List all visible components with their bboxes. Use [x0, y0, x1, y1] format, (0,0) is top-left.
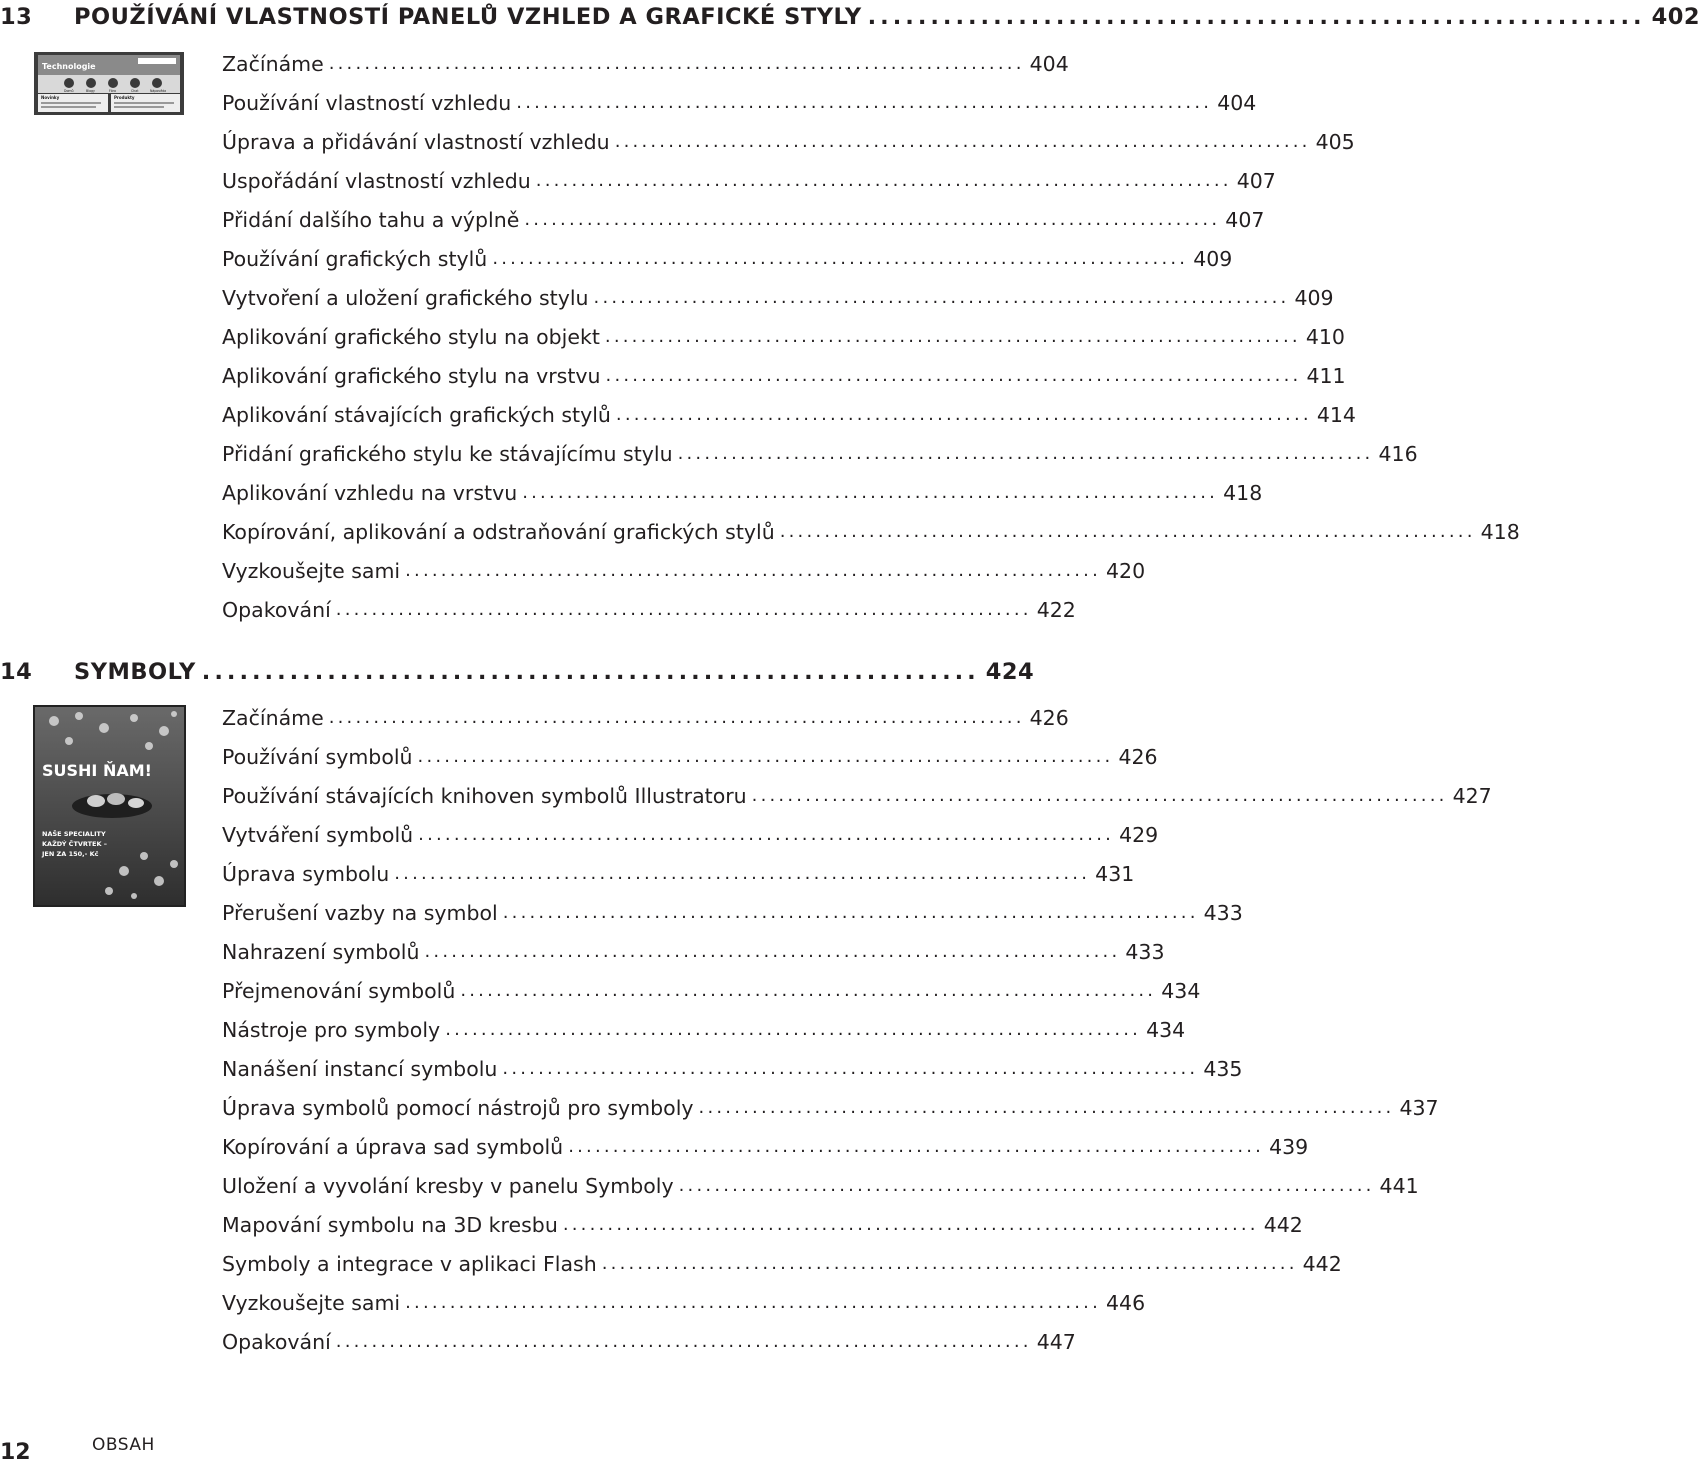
- thumbnail-nav-0: Domů: [64, 89, 74, 93]
- toc-entry[interactable]: [222, 971, 1201, 1010]
- entry-title: Úprava symbolu: [222, 861, 390, 886]
- dot-leader: ..............................................................................: [492, 248, 1189, 269]
- dot-leader: ..............................................................................: [405, 1292, 1102, 1313]
- entry-page: 404: [1029, 51, 1069, 76]
- dot-leader: ..............................................................................: [460, 980, 1157, 1001]
- entry-page: 426: [1029, 705, 1069, 730]
- toc-entry[interactable]: [222, 1283, 1146, 1322]
- entry-page: 414: [1316, 402, 1356, 427]
- footer-section-label: OBSAH: [92, 1435, 155, 1455]
- toc-entry[interactable]: [222, 356, 1346, 395]
- chapter-page: 424: [985, 659, 1035, 685]
- sushi-poster-thumbnail: [34, 706, 185, 906]
- toc-entry[interactable]: [222, 1244, 1342, 1283]
- toc-entry[interactable]: [222, 278, 1334, 317]
- thumbnail-nav-4: Nápověda: [150, 89, 167, 93]
- toc-entry[interactable]: [222, 200, 1265, 239]
- entry-title: Začínáme: [222, 705, 324, 730]
- entry-page: 411: [1306, 363, 1346, 388]
- entry-page: 434: [1161, 978, 1201, 1003]
- toc-entry[interactable]: [222, 122, 1355, 161]
- entry-title: Uspořádání vlastností vzhledu: [222, 168, 531, 193]
- dot-leader: ..............................................................: [201, 659, 980, 685]
- entry-page: 442: [1302, 1251, 1342, 1276]
- entry-title: Symboly a integrace v aplikaci Flash: [222, 1251, 597, 1276]
- thumbnail-brand: Technologie: [42, 62, 96, 71]
- dot-leader: ..............................................................................: [615, 404, 1312, 425]
- toc-entry[interactable]: [222, 161, 1276, 200]
- entry-page: 433: [1125, 939, 1165, 964]
- chapter-heading-14: [0, 655, 1035, 685]
- thumbnail-nav-2: Fóra: [109, 89, 116, 93]
- entry-page: 437: [1399, 1095, 1439, 1120]
- dot-leader: ..............................................................................: [614, 131, 1311, 152]
- poster-line-2: KAŽDÝ ČTVRTEK –: [42, 840, 108, 848]
- entry-page: 405: [1315, 129, 1355, 154]
- entry-title: Úprava a přidávání vlastností vzhledu: [222, 129, 610, 154]
- dot-leader: ..............................................................................: [568, 1136, 1265, 1157]
- dot-leader: ..............................................................: [867, 4, 1646, 30]
- web-page-mockup-icon: [34, 52, 184, 115]
- chapter-title: SYMBOLY: [74, 659, 196, 685]
- entry-title: Vytváření symbolů: [222, 822, 414, 847]
- toc-entry[interactable]: [222, 815, 1159, 854]
- entry-page: 434: [1146, 1017, 1186, 1042]
- entry-title: Přidání dalšího tahu a výplně: [222, 207, 520, 232]
- entry-title: Uložení a vyvolání kresby v panelu Symboly: [222, 1173, 674, 1198]
- chapter-page: 402: [1651, 4, 1700, 30]
- chapter-13-entries: [222, 44, 1520, 629]
- toc-entry[interactable]: [222, 932, 1165, 971]
- entry-page: 418: [1480, 519, 1520, 544]
- entry-page: 420: [1106, 558, 1146, 583]
- dot-leader: ..............................................................................: [593, 287, 1290, 308]
- toc-entry[interactable]: [222, 1166, 1419, 1205]
- toc-entry[interactable]: [222, 551, 1146, 590]
- dot-leader: ..............................................................................: [418, 824, 1115, 845]
- toc-entry[interactable]: [222, 737, 1158, 776]
- entry-title: Aplikování vzhledu na vrstvu: [222, 480, 518, 505]
- toc-entry[interactable]: [222, 512, 1520, 551]
- dot-leader: ..............................................................................: [335, 599, 1032, 620]
- dot-leader: ..............................................................................: [562, 1214, 1259, 1235]
- entry-page: 429: [1119, 822, 1159, 847]
- chapter-number: 13: [0, 4, 33, 30]
- entry-page: 416: [1378, 441, 1418, 466]
- dot-leader: ..............................................................................: [502, 902, 1199, 923]
- toc-entry[interactable]: [222, 1010, 1186, 1049]
- entry-page: 410: [1305, 324, 1345, 349]
- entry-title: Kopírování, aplikování a odstraňování grafických stylů: [222, 519, 775, 544]
- toc-entry[interactable]: [222, 893, 1243, 932]
- dot-leader: ..............................................................................: [522, 482, 1219, 503]
- toc-entry[interactable]: [222, 1205, 1303, 1244]
- entry-page: 409: [1294, 285, 1334, 310]
- thumbnail-panel-right: Produkty: [114, 95, 135, 100]
- entry-title: Používání stávajících knihoven symbolů Illustratoru: [222, 783, 747, 808]
- dot-leader: ..............................................................................: [445, 1019, 1142, 1040]
- entry-title: Aplikování stávajících grafických stylů: [222, 402, 611, 427]
- entry-page: 418: [1223, 480, 1263, 505]
- entry-title: Opakování: [222, 1329, 331, 1354]
- chapter-title: POUŽÍVÁNÍ VLASTNOSTÍ PANELŮ VZHLED A GRAFICKÉ STYLY: [74, 4, 862, 30]
- thumbnail-nav-3: Chat: [131, 89, 139, 93]
- toc-entry[interactable]: [222, 590, 1076, 629]
- dot-leader: ..............................................................................: [605, 365, 1302, 386]
- entry-title: Používání symbolů: [222, 744, 413, 769]
- toc-entry[interactable]: [222, 434, 1418, 473]
- entry-page: 441: [1379, 1173, 1419, 1198]
- entry-title: Vyzkoušejte sami: [222, 558, 401, 583]
- dot-leader: ..............................................................................: [698, 1097, 1395, 1118]
- dot-leader: ..............................................................................: [417, 746, 1114, 767]
- entry-title: Aplikování grafického stylu na objekt: [222, 324, 600, 349]
- toc-entry[interactable]: [222, 317, 1345, 356]
- entry-title: Vytvoření a uložení grafického stylu: [222, 285, 589, 310]
- entry-title: Vyzkoušejte sami: [222, 1290, 401, 1315]
- dot-leader: ..............................................................................: [678, 1175, 1375, 1196]
- thumbnail-panel-left: Novinky: [41, 95, 60, 100]
- entry-title: Kopírování a úprava sad symbolů: [222, 1134, 564, 1159]
- dot-leader: ..............................................................................: [751, 785, 1448, 806]
- entry-page: 426: [1118, 744, 1158, 769]
- entry-title: Nástroje pro symboly: [222, 1017, 441, 1042]
- dot-leader: ..............................................................................: [502, 1058, 1199, 1079]
- footer-page-number: 12: [0, 1440, 31, 1465]
- entry-title: Přejmenování symbolů: [222, 978, 456, 1003]
- entry-title: Nahrazení symbolů: [222, 939, 420, 964]
- dot-leader: ..............................................................................: [535, 170, 1232, 191]
- toc-entry[interactable]: [222, 473, 1263, 512]
- entry-page: 433: [1203, 900, 1243, 925]
- entry-title: Úprava symbolů pomocí nástrojů pro symboly: [222, 1095, 694, 1120]
- toc-entry[interactable]: [222, 83, 1257, 122]
- entry-page: 407: [1236, 168, 1276, 193]
- entry-page: 409: [1193, 246, 1233, 271]
- dot-leader: ..............................................................................: [601, 1253, 1298, 1274]
- toc-entry[interactable]: [222, 776, 1492, 815]
- chapter-heading-13: [0, 0, 1700, 30]
- toc-entry[interactable]: [222, 44, 1069, 83]
- entry-title: Nanášení instancí symbolu: [222, 1056, 498, 1081]
- web-page-mockup-thumbnail: [34, 52, 184, 115]
- toc-entry[interactable]: [222, 698, 1069, 737]
- toc-entry[interactable]: [222, 239, 1233, 278]
- chapter-number: 14: [0, 659, 33, 685]
- entry-title: Mapování symbolu na 3D kresbu: [222, 1212, 558, 1237]
- entry-page: 427: [1452, 783, 1492, 808]
- entry-title: Opakování: [222, 597, 331, 622]
- dot-leader: ..............................................................................: [524, 209, 1221, 230]
- entry-page: 407: [1225, 207, 1265, 232]
- entry-title: Začínáme: [222, 51, 324, 76]
- entry-page: 422: [1036, 597, 1076, 622]
- dot-leader: ..............................................................................: [424, 941, 1121, 962]
- toc-entry[interactable]: [222, 395, 1356, 434]
- entry-title: Přerušení vazby na symbol: [222, 900, 498, 925]
- dot-leader: ..............................................................................: [405, 560, 1102, 581]
- dot-leader: ..............................................................................: [335, 1331, 1032, 1352]
- dot-leader: ..............................................................................: [328, 707, 1025, 728]
- toc-entry[interactable]: [222, 854, 1135, 893]
- poster-line-1: NAŠE SPECIALITY: [42, 830, 106, 838]
- toc-entry[interactable]: [222, 1322, 1076, 1361]
- dot-leader: ..............................................................................: [677, 443, 1374, 464]
- entry-title: Používání vlastností vzhledu: [222, 90, 512, 115]
- entry-page: 435: [1203, 1056, 1243, 1081]
- chapter-14-entries: [222, 698, 1492, 1361]
- dot-leader: ..............................................................................: [328, 53, 1025, 74]
- sushi-poster-icon: [34, 706, 185, 906]
- toc-entry[interactable]: [222, 1127, 1309, 1166]
- dot-leader: ..............................................................................: [394, 863, 1091, 884]
- poster-line-3: JEN ZA 150,- Kč: [42, 850, 99, 858]
- entry-page: 404: [1217, 90, 1257, 115]
- toc-entry[interactable]: [222, 1049, 1243, 1088]
- entry-page: 442: [1263, 1212, 1303, 1237]
- entry-title: Aplikování grafického stylu na vrstvu: [222, 363, 601, 388]
- dot-leader: ..............................................................................: [779, 521, 1476, 542]
- entry-page: 446: [1106, 1290, 1146, 1315]
- entry-page: 431: [1095, 861, 1135, 886]
- dot-leader: ..............................................................................: [516, 92, 1213, 113]
- toc-entry[interactable]: [222, 1088, 1439, 1127]
- entry-title: Přidání grafického stylu ke stávajícímu stylu: [222, 441, 673, 466]
- entry-title: Používání grafických stylů: [222, 246, 488, 271]
- entry-page: 439: [1269, 1134, 1309, 1159]
- entry-page: 447: [1036, 1329, 1076, 1354]
- dot-leader: ..............................................................................: [604, 326, 1301, 347]
- poster-headline: SUSHI ŇAM!: [42, 761, 152, 780]
- thumbnail-nav-1: Blogy: [86, 89, 95, 93]
